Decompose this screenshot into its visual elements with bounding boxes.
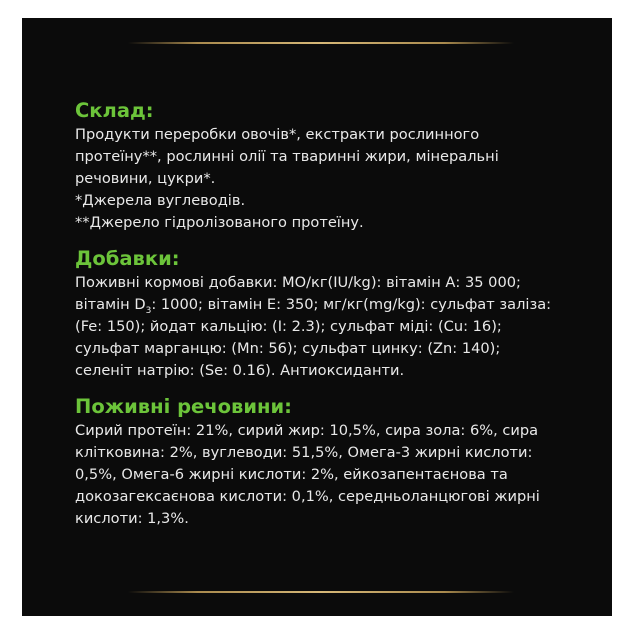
nutrients-section [75, 394, 595, 530]
composition-line: Продукти переробки овочів*, екстракти рослинного [75, 126, 480, 143]
additives-line [75, 294, 595, 316]
nutrients-line: Сирий протеїн: 21%, сирий жир: 10,5%, сира зола: 6%, сира [75, 422, 539, 439]
composition-footnote: *Джерела вуглеводів. [75, 192, 246, 209]
top-gold-divider [128, 42, 514, 44]
additives-line: (Fe: 150); йодат кальцію: (I: 2.3); сульфат міді: (Cu: 16); [75, 318, 502, 335]
vitamin-d-label: вітамін D [75, 296, 146, 313]
nutrients-line: докозагексаєнова кислоти: 0,1%, середньоланцюгові жирні [75, 488, 540, 505]
nutrients-heading: Поживні речовини: [75, 395, 292, 418]
bottom-gold-divider [128, 591, 514, 593]
nutrients-line: 0,5%, Омега-6 жирні кислоти: 2%, ейкозапентаєнова та [75, 466, 508, 483]
additives-line: Поживні кормові добавки: МО/кг(IU/kg): вітамін А: 35 000; [75, 274, 521, 291]
composition-footnote: **Джерело гідролізованого протеїну. [75, 214, 364, 231]
composition-heading: Склад: [75, 99, 154, 122]
nutrients-line: кислоти: 1,3%. [75, 510, 189, 527]
nutrients-line: клітковина: 2%, вуглеводи: 51,5%, Омега-3 жирні кислоти: [75, 444, 533, 461]
additives-line: сульфат марганцю: (Mn: 56); сульфат цинку: (Zn: 140); [75, 340, 501, 357]
additives-line: селеніт натрію: (Se: 0.16). Антиоксиданти. [75, 362, 405, 379]
label-content [75, 98, 595, 542]
vitamin-d-subscript: 3 [145, 305, 152, 316]
additives-section [75, 246, 595, 382]
label-panel [22, 18, 612, 616]
additives-line-rest: : 1000; вітамін Е: 350; мг/кг(mg/kg): сульфат заліза: [151, 296, 552, 313]
additives-heading: Добавки: [75, 247, 180, 270]
composition-section [75, 98, 595, 234]
composition-line: протеїну**, рослинні олії та тваринні жири, мінеральні [75, 148, 499, 165]
composition-line: речовини, цукри*. [75, 170, 216, 187]
